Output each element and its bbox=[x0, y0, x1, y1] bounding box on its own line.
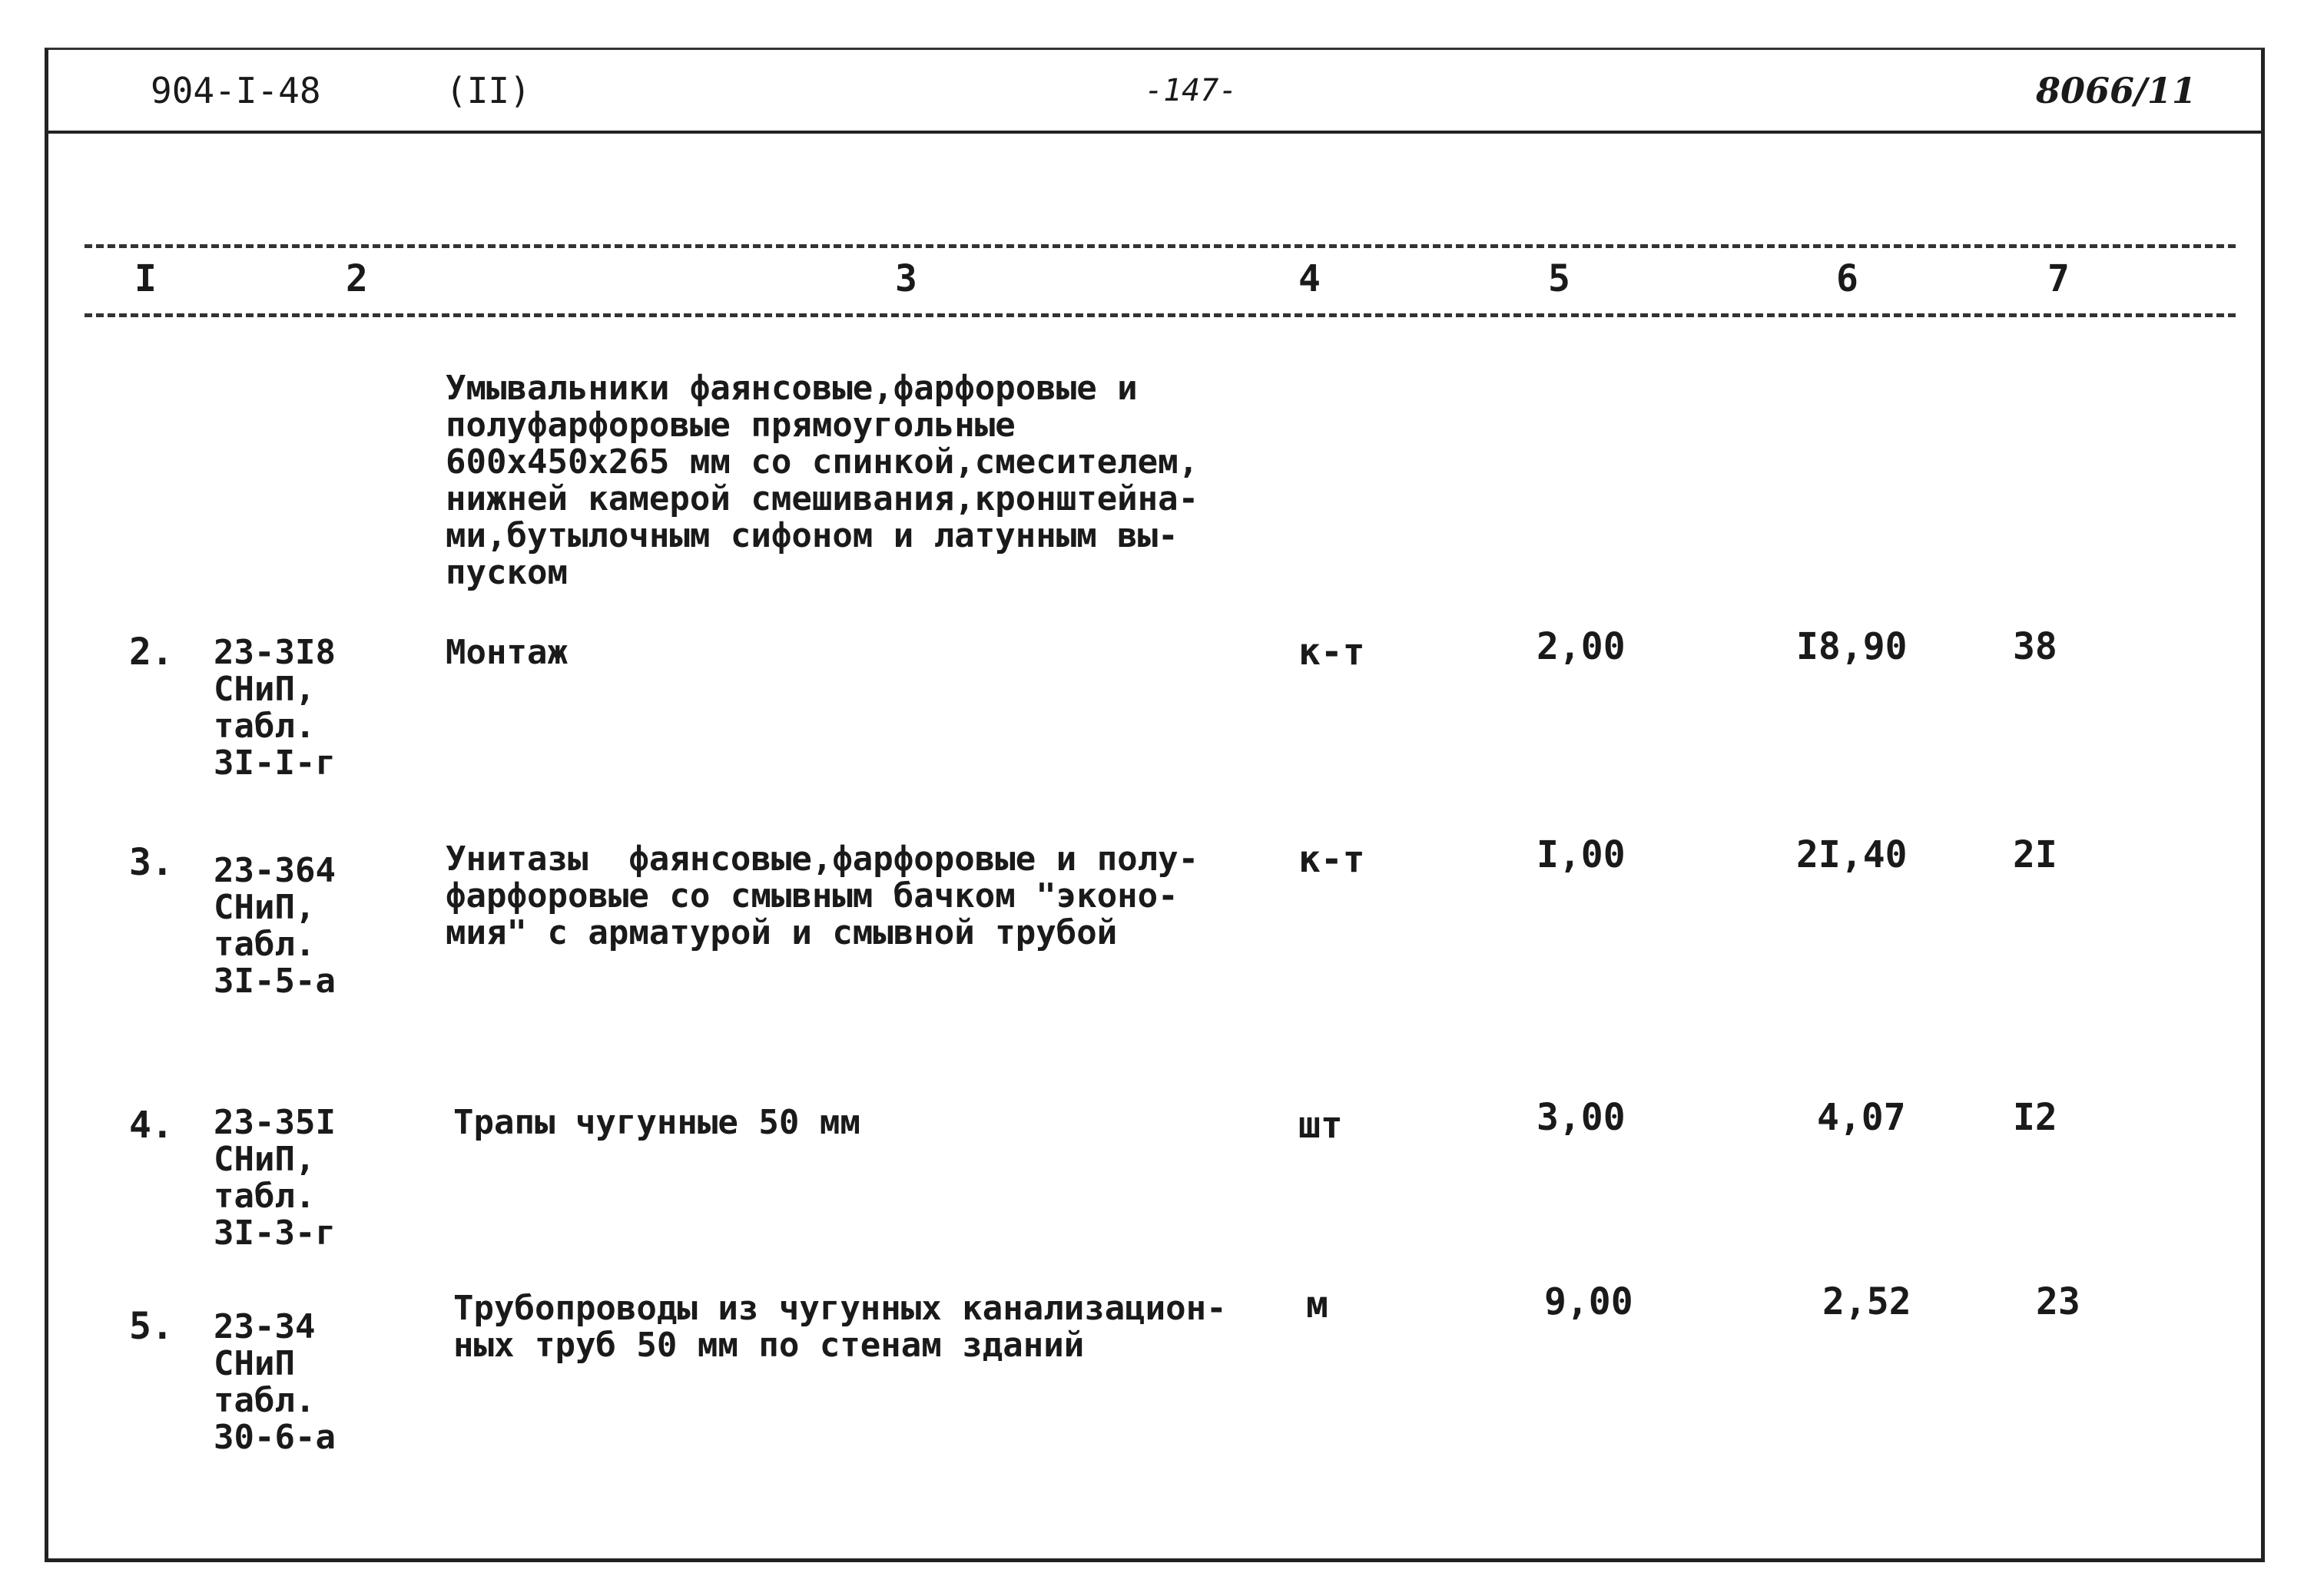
column-number-7: 7 bbox=[2047, 257, 2070, 300]
column-number-5: 5 bbox=[1548, 257, 1570, 300]
row-price: 2I,40 bbox=[1796, 833, 1908, 876]
group-description: Умывальники фаянсовые,фарфоровые и полуфарфоровые прямоугольные 600x450x265 мм со спинкой,смесителем, нижней камерой смешивания,кронштейна- ми,бутылочным сифоном и латунным вы- пуском bbox=[446, 369, 1199, 592]
row-number: 2. bbox=[129, 631, 174, 674]
row-description: Монтаж bbox=[446, 633, 568, 672]
column-number-6: 6 bbox=[1836, 257, 1858, 300]
row-reference: 23-364 СНиП, табл. 3I-5-а bbox=[214, 851, 336, 1001]
row-number: 5. bbox=[129, 1305, 174, 1348]
row-total: 23 bbox=[2036, 1280, 2080, 1323]
page-number: -147- bbox=[1145, 73, 1238, 108]
row-unit: к-т bbox=[1298, 631, 1365, 674]
row-number: 4. bbox=[129, 1104, 174, 1147]
row-reference: 23-34 СНиП табл. 30-6-а bbox=[214, 1307, 336, 1457]
column-number-3: 3 bbox=[895, 257, 917, 300]
row-number: 3. bbox=[129, 841, 174, 884]
row-unit: шт bbox=[1298, 1104, 1343, 1147]
row-price: 2,52 bbox=[1822, 1280, 1911, 1323]
row-quantity: I,00 bbox=[1537, 833, 1626, 876]
row-total: 38 bbox=[2013, 625, 2057, 668]
section-number: (II) bbox=[446, 70, 531, 111]
row-reference: 23-3I8 СНиП, табл. 3I-I-г bbox=[214, 633, 336, 783]
table-header-top-rule bbox=[85, 244, 2236, 248]
column-number-2: 2 bbox=[346, 257, 368, 300]
row-reference: 23-35I СНиП, табл. 3I-3-г bbox=[214, 1103, 336, 1253]
row-quantity: 2,00 bbox=[1537, 625, 1626, 668]
row-unit: м bbox=[1306, 1283, 1328, 1326]
row-quantity: 9,00 bbox=[1544, 1280, 1633, 1323]
row-description: Трубопроводы из чугунных канализацион- ных труб 50 мм по стенам зданий bbox=[453, 1289, 1227, 1365]
row-quantity: 3,00 bbox=[1537, 1096, 1626, 1139]
sheet-number: 8066/11 bbox=[2036, 70, 2196, 111]
row-total: 2I bbox=[2013, 833, 2057, 876]
row-price: I8,90 bbox=[1796, 625, 1908, 668]
row-description: Трапы чугунные 50 мм bbox=[453, 1103, 860, 1142]
table-header-bottom-rule bbox=[85, 313, 2236, 317]
header-divider bbox=[45, 131, 2265, 134]
document-code: 904-I-48 bbox=[151, 70, 321, 111]
column-number-1: I bbox=[134, 257, 157, 300]
row-unit: к-т bbox=[1298, 838, 1365, 881]
row-description: Унитазы фаянсовые,фарфоровые и полу- фарфоровые со смывным бачком "эконо- мия" с арматурой и смывной трубой bbox=[446, 839, 1199, 952]
row-total: I2 bbox=[2013, 1096, 2057, 1139]
column-number-4: 4 bbox=[1298, 257, 1321, 300]
row-price: 4,07 bbox=[1817, 1096, 1906, 1139]
